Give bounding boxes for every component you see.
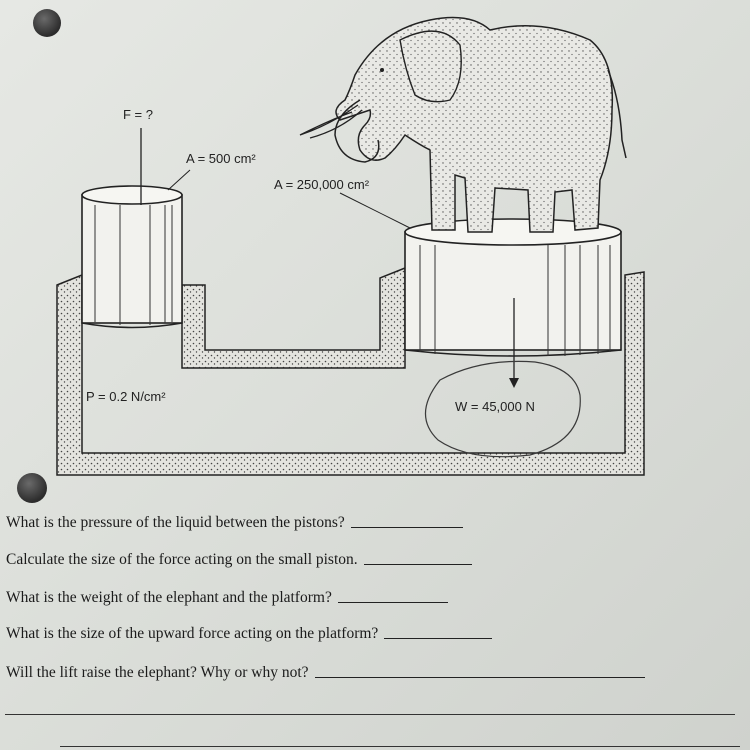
question-3-text: What is the weight of the elephant and the platform? (6, 589, 332, 606)
answer-line-4[interactable] (384, 637, 492, 639)
punch-hole-middle (17, 473, 47, 503)
question-4-text: What is the size of the upward force acting on the platform? (6, 625, 379, 642)
question-1 (6, 514, 463, 532)
question-2 (6, 551, 472, 569)
question-5-text: Will the lift raise the elephant? Why or why not? (6, 664, 309, 681)
answer-line-7[interactable] (60, 746, 740, 747)
elephant-illustration (300, 18, 626, 232)
answer-line-1[interactable] (351, 526, 463, 528)
answer-line-5[interactable] (315, 676, 645, 678)
question-5 (6, 664, 645, 682)
pressure-label: P = 0.2 N/cm² (86, 389, 166, 404)
question-1-text: What is the pressure of the liquid between the pistons? (6, 514, 345, 531)
weight-label: W = 45,000 N (455, 399, 535, 414)
answer-line-6[interactable] (5, 714, 735, 715)
question-3 (6, 589, 448, 607)
large-piston-platform (405, 219, 621, 356)
force-label: F = ? (123, 107, 153, 122)
answer-line-2[interactable] (364, 563, 472, 565)
question-2-text: Calculate the size of the force acting on the small piston. (6, 551, 358, 568)
question-4 (6, 625, 492, 643)
answer-line-3[interactable] (338, 601, 448, 603)
large-area-label: A = 250,000 cm² (274, 177, 370, 192)
small-area-label: A = 500 cm² (186, 151, 256, 166)
small-piston (82, 186, 182, 328)
punch-hole-top (33, 9, 61, 37)
